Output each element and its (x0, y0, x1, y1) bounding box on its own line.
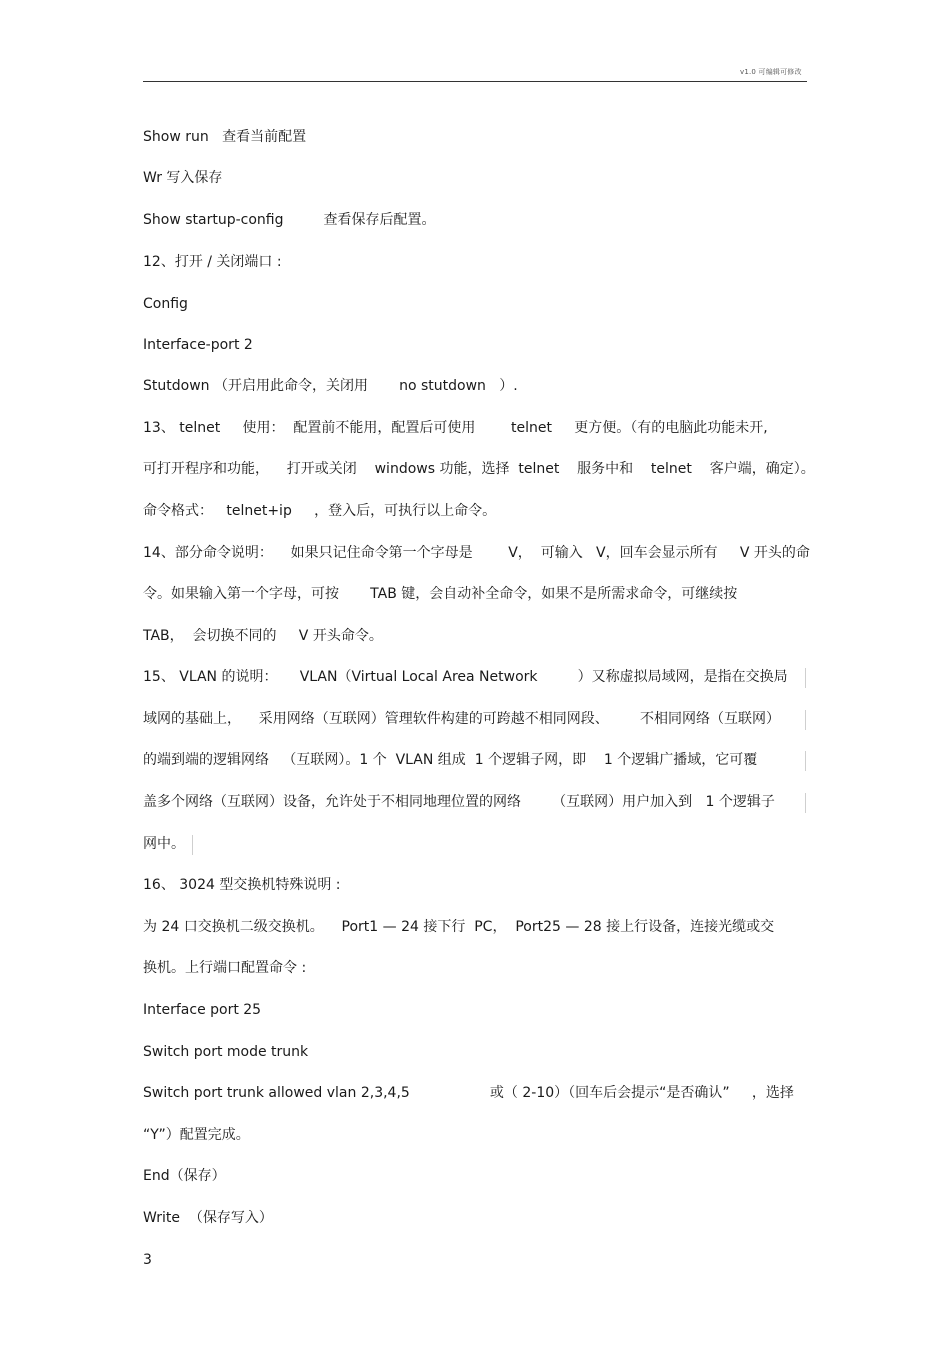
text-line: TAB， 会切换不同的 V 开头命令。 (143, 628, 383, 644)
page-number: 3 (143, 1252, 152, 1268)
text-line: 盖多个网络（互联网）设备，允许处于不相同地理位置的网络 （互联网）用户加入到 1 个逻辑子 (143, 794, 775, 810)
text-line: Switch port trunk allowed vlan 2,3,4,5 或（ 2-10）（回车后会提示“是否确认” ，选择 (143, 1085, 794, 1101)
text-line: 为 24 口交换机二级交换机。 Port1 — 24 接下行 PC， Port25 — 28 接上行设备，连接光缆或交 (143, 919, 775, 935)
text-line: 换机。上行端口配置命令 : (143, 960, 307, 976)
text-line: 13、 telnet 使用： 配置前不能用，配置后可使用 telnet 更方便。（有的电脑此功能未开, (143, 420, 768, 436)
margin-mark (805, 710, 806, 730)
text-line: “Y”）配置完成。 (143, 1127, 250, 1143)
text-line: 网中。 (143, 836, 185, 852)
text-line: Show run 查看当前配置 (143, 129, 307, 145)
text-line: 的端到端的逻辑网络 （互联网）。1 个 VLAN 组成 1 个逻辑子网，即 1 个逻辑广播域，它可覆 (143, 752, 758, 768)
margin-mark (805, 793, 806, 813)
header-version-tag: v1.0 可编辑可修改 (740, 68, 802, 76)
header-rule (143, 81, 807, 82)
text-line: Show startup-config 查看保存后配置。 (143, 212, 436, 228)
text-line: Wr 写入保存 (143, 170, 223, 186)
text-line: Write （保存写入） (143, 1210, 273, 1226)
text-line: End（保存） (143, 1168, 226, 1184)
text-line: 域网的基础上， 采用网络（互联网）管理软件构建的可跨越不相同网段、 不相同网络（互联网） (143, 711, 780, 727)
text-line: Switch port mode trunk (143, 1044, 309, 1060)
text-line: Stutdown （开启用此命令，关闭用 no stutdown ）. (143, 378, 518, 394)
text-line: Interface-port 2 (143, 337, 253, 353)
text-line: 14、部分命令说明： 如果只记住命令第一个字母是 V， 可输入 V，回车会显示所有 V 开头的命 (143, 545, 810, 561)
text-line: 令。如果输入第一个字母，可按 TAB 键，会自动补全命令，如果不是所需求命令，可继续按 (143, 586, 738, 602)
text-line: Config (143, 296, 188, 312)
text-line: 可打开程序和功能， 打开或关闭 windows 功能，选择 telnet 服务中和 telnet 客户端，确定）。 (143, 461, 815, 477)
text-line: 12、打开 / 关闭端口 : (143, 254, 282, 270)
text-line: 15、 VLAN 的说明： VLAN（Virtual Local Area Network ）又称虚拟局域网，是指在交换局 (143, 669, 788, 685)
margin-mark (192, 835, 193, 855)
text-line: Interface port 25 (143, 1002, 262, 1018)
margin-mark (805, 668, 806, 688)
text-line: 命令格式： telnet+ip ，登入后，可执行以上命令。 (143, 503, 497, 519)
text-line: 16、 3024 型交换机特殊说明 : (143, 877, 341, 893)
margin-mark (805, 751, 806, 771)
